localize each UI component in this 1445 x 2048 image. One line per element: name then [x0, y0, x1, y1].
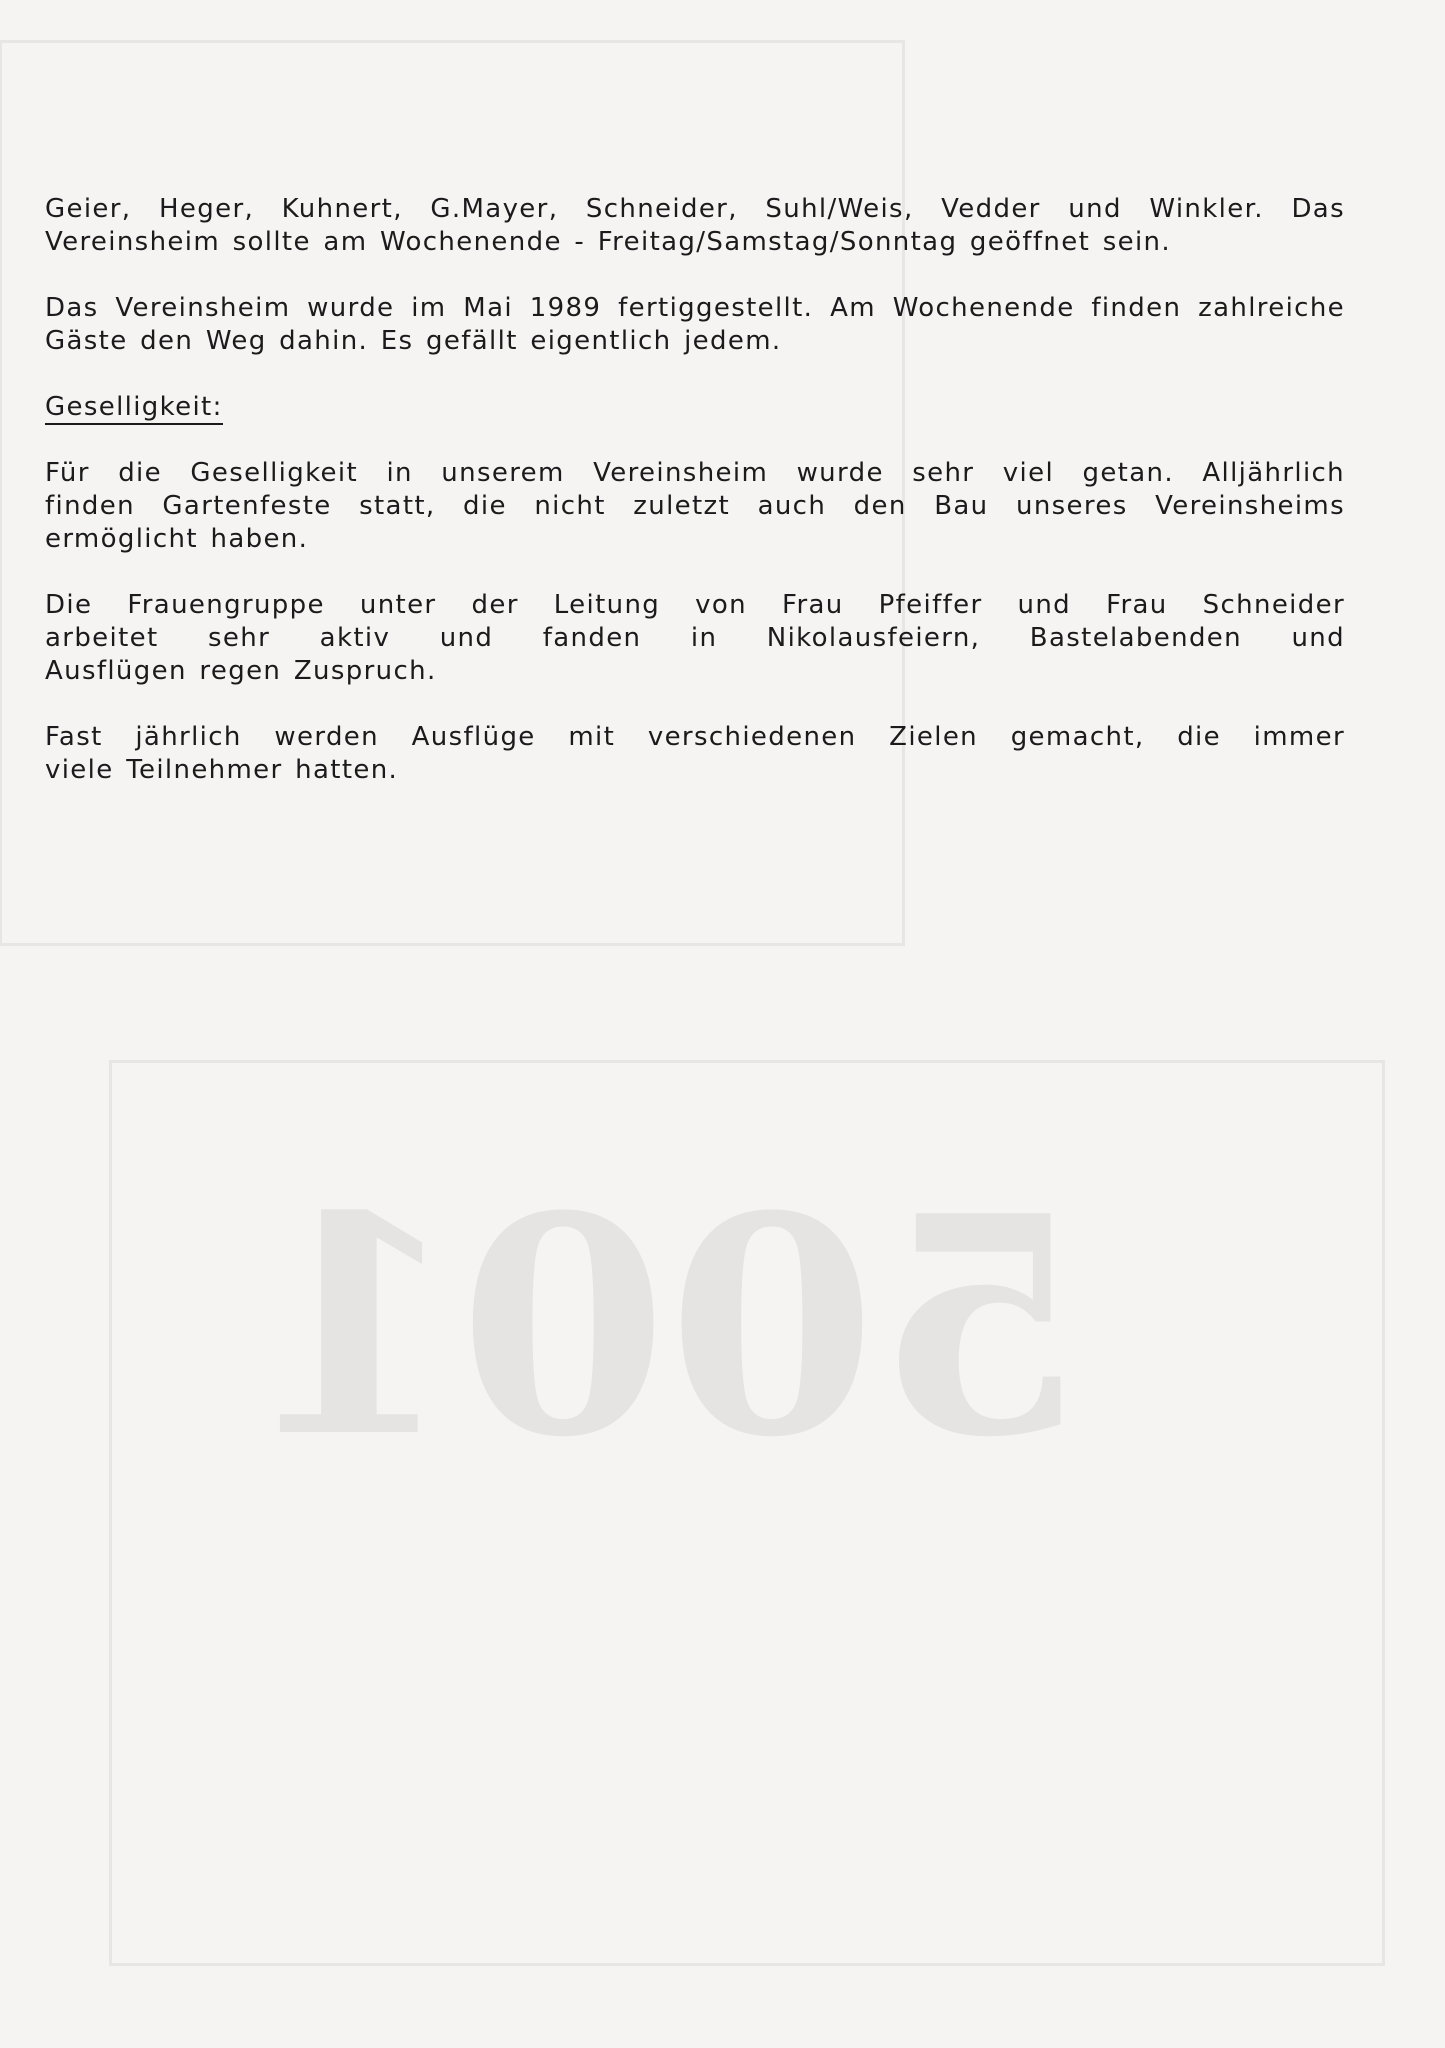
- paragraph-line: arbeitet sehr aktiv und fanden in Nikolausfeiern, Bastelabenden und: [45, 623, 1345, 653]
- paragraph-line: Vereinsheim sollte am Wochenende - Freitag/Samstag/Sonntag geöffnet sein.: [45, 227, 1171, 257]
- bleed-large-numeral: 5001: [250, 1150, 1085, 1503]
- paragraph-line: ermöglicht haben.: [45, 524, 309, 554]
- paragraph-line: viele Teilnehmer hatten.: [45, 755, 399, 785]
- paragraph-line: Geier, Heger, Kuhnert, G.Mayer, Schneider, Suhl/Weis, Vedder und Winkler. Das: [45, 194, 1345, 224]
- women-group-paragraph: [45, 589, 1345, 688]
- paragraph-line: Fast jährlich werden Ausflüge mit verschiedenen Zielen gemacht, die immer: [45, 722, 1345, 752]
- paragraph-line: finden Gartenfeste statt, die nicht zuletzt auch den Bau unseres Vereinsheims: [45, 491, 1345, 521]
- paragraph-line: Ausflügen regen Zuspruch.: [45, 656, 437, 686]
- completion-paragraph: [45, 292, 1345, 358]
- paragraph-line: Für die Geselligkeit in unserem Vereinsheim wurde sehr viel getan. Alljährlich: [45, 458, 1345, 488]
- paragraph-line: Das Vereinsheim wurde im Mai 1989 fertiggestellt. Am Wochenende finden zahlreiche: [45, 293, 1345, 323]
- intro-paragraph: [45, 193, 1345, 259]
- document-body: [45, 193, 1345, 787]
- bleed-ad-frame-bottom: [109, 1060, 1385, 1966]
- paragraph-line: Gäste den Weg dahin. Es gefällt eigentlich jedem.: [45, 326, 782, 356]
- paragraph-line: Die Frauengruppe unter der Leitung von Frau Pfeiffer und Frau Schneider: [45, 590, 1345, 620]
- section-heading-row: [45, 391, 1345, 424]
- section-heading: Geselligkeit:: [45, 392, 223, 425]
- sociability-paragraph: [45, 457, 1345, 556]
- excursions-paragraph: [45, 721, 1345, 787]
